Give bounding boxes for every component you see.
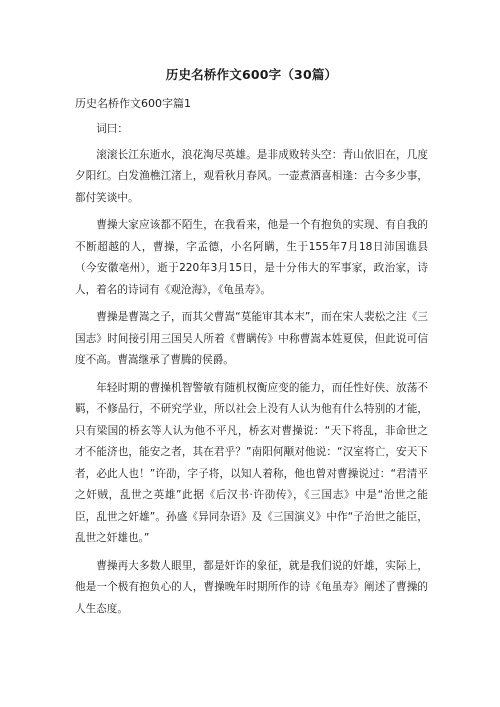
section-title: 历史名桥作文600字篇1 xyxy=(75,97,191,110)
paragraph-intro: 词曰： xyxy=(96,123,128,135)
paragraph-youth: 年轻时期的曹操机智警敏有随机权衡应变的能力，而任性好侠、放荡不羁，不修品行，不研究学业，所以社会上没有人认为他有什么特别的才能，只有梁国的桥玄等人认为他不平凡，桥玄对曹操说：“天下将乱，非命世之才不能济也，能安之者，其在君乎？”南阳何颙对他说：“汉室将亡，安天下者，必此人也！”许劭，字子将，以知人着称，他也曾对曹操说过：“君清平之奸贼，乱世之英雄”此据《后汉书·许劭传》，《三国志》中是“治世之能臣，乱世之奸雄”。孙盛《异同杂语》及《三国演义》中作“子治世之能臣，乱世之奸雄也。” xyxy=(75,381,428,544)
paragraph-father: 曹操是曹嵩之子，而其父曹嵩“莫能审其本末”，而在宋人裴松之注《三国志》时间接引用三国吴人所着《曹瞒传》中称曹嵩本姓夏侯，但此说可信度不高。曹嵩继承了曹腾的侯爵。 xyxy=(75,311,428,366)
paragraph-biography: 曹操大家应该都不陌生，在我看来，他是一个有抱负的实现、有自我的不断超越的人，曹操，字孟德，小名阿瞒，生于155年7月18日沛国谯县（今安徽亳州），逝于220年3月15日，是十分伟大的军事家，政治家，诗人，着名的诗词有《观沧海》，《龟虽寿》。 xyxy=(75,219,428,296)
paragraph-ambition: 曹操再大多数人眼里，都是奸诈的象征，就是我们说的奸雄，实际上，他是一个极有抱负心的人，曹操晚年时期所作的诗《龟虽寿》阐述了曹操的人生态度。 xyxy=(75,559,428,615)
paragraph-poem: 滚滚长江东逝水，浪花淘尽英雄。是非成败转头空：青山依旧在，几度夕阳红。白发渔樵江渚上，观看秋月春风。一壶煮酒喜相逢：古今多少事，都付笑谈中。 xyxy=(75,148,428,204)
document-title: 历史名桥作文600字（30篇） xyxy=(165,67,338,82)
